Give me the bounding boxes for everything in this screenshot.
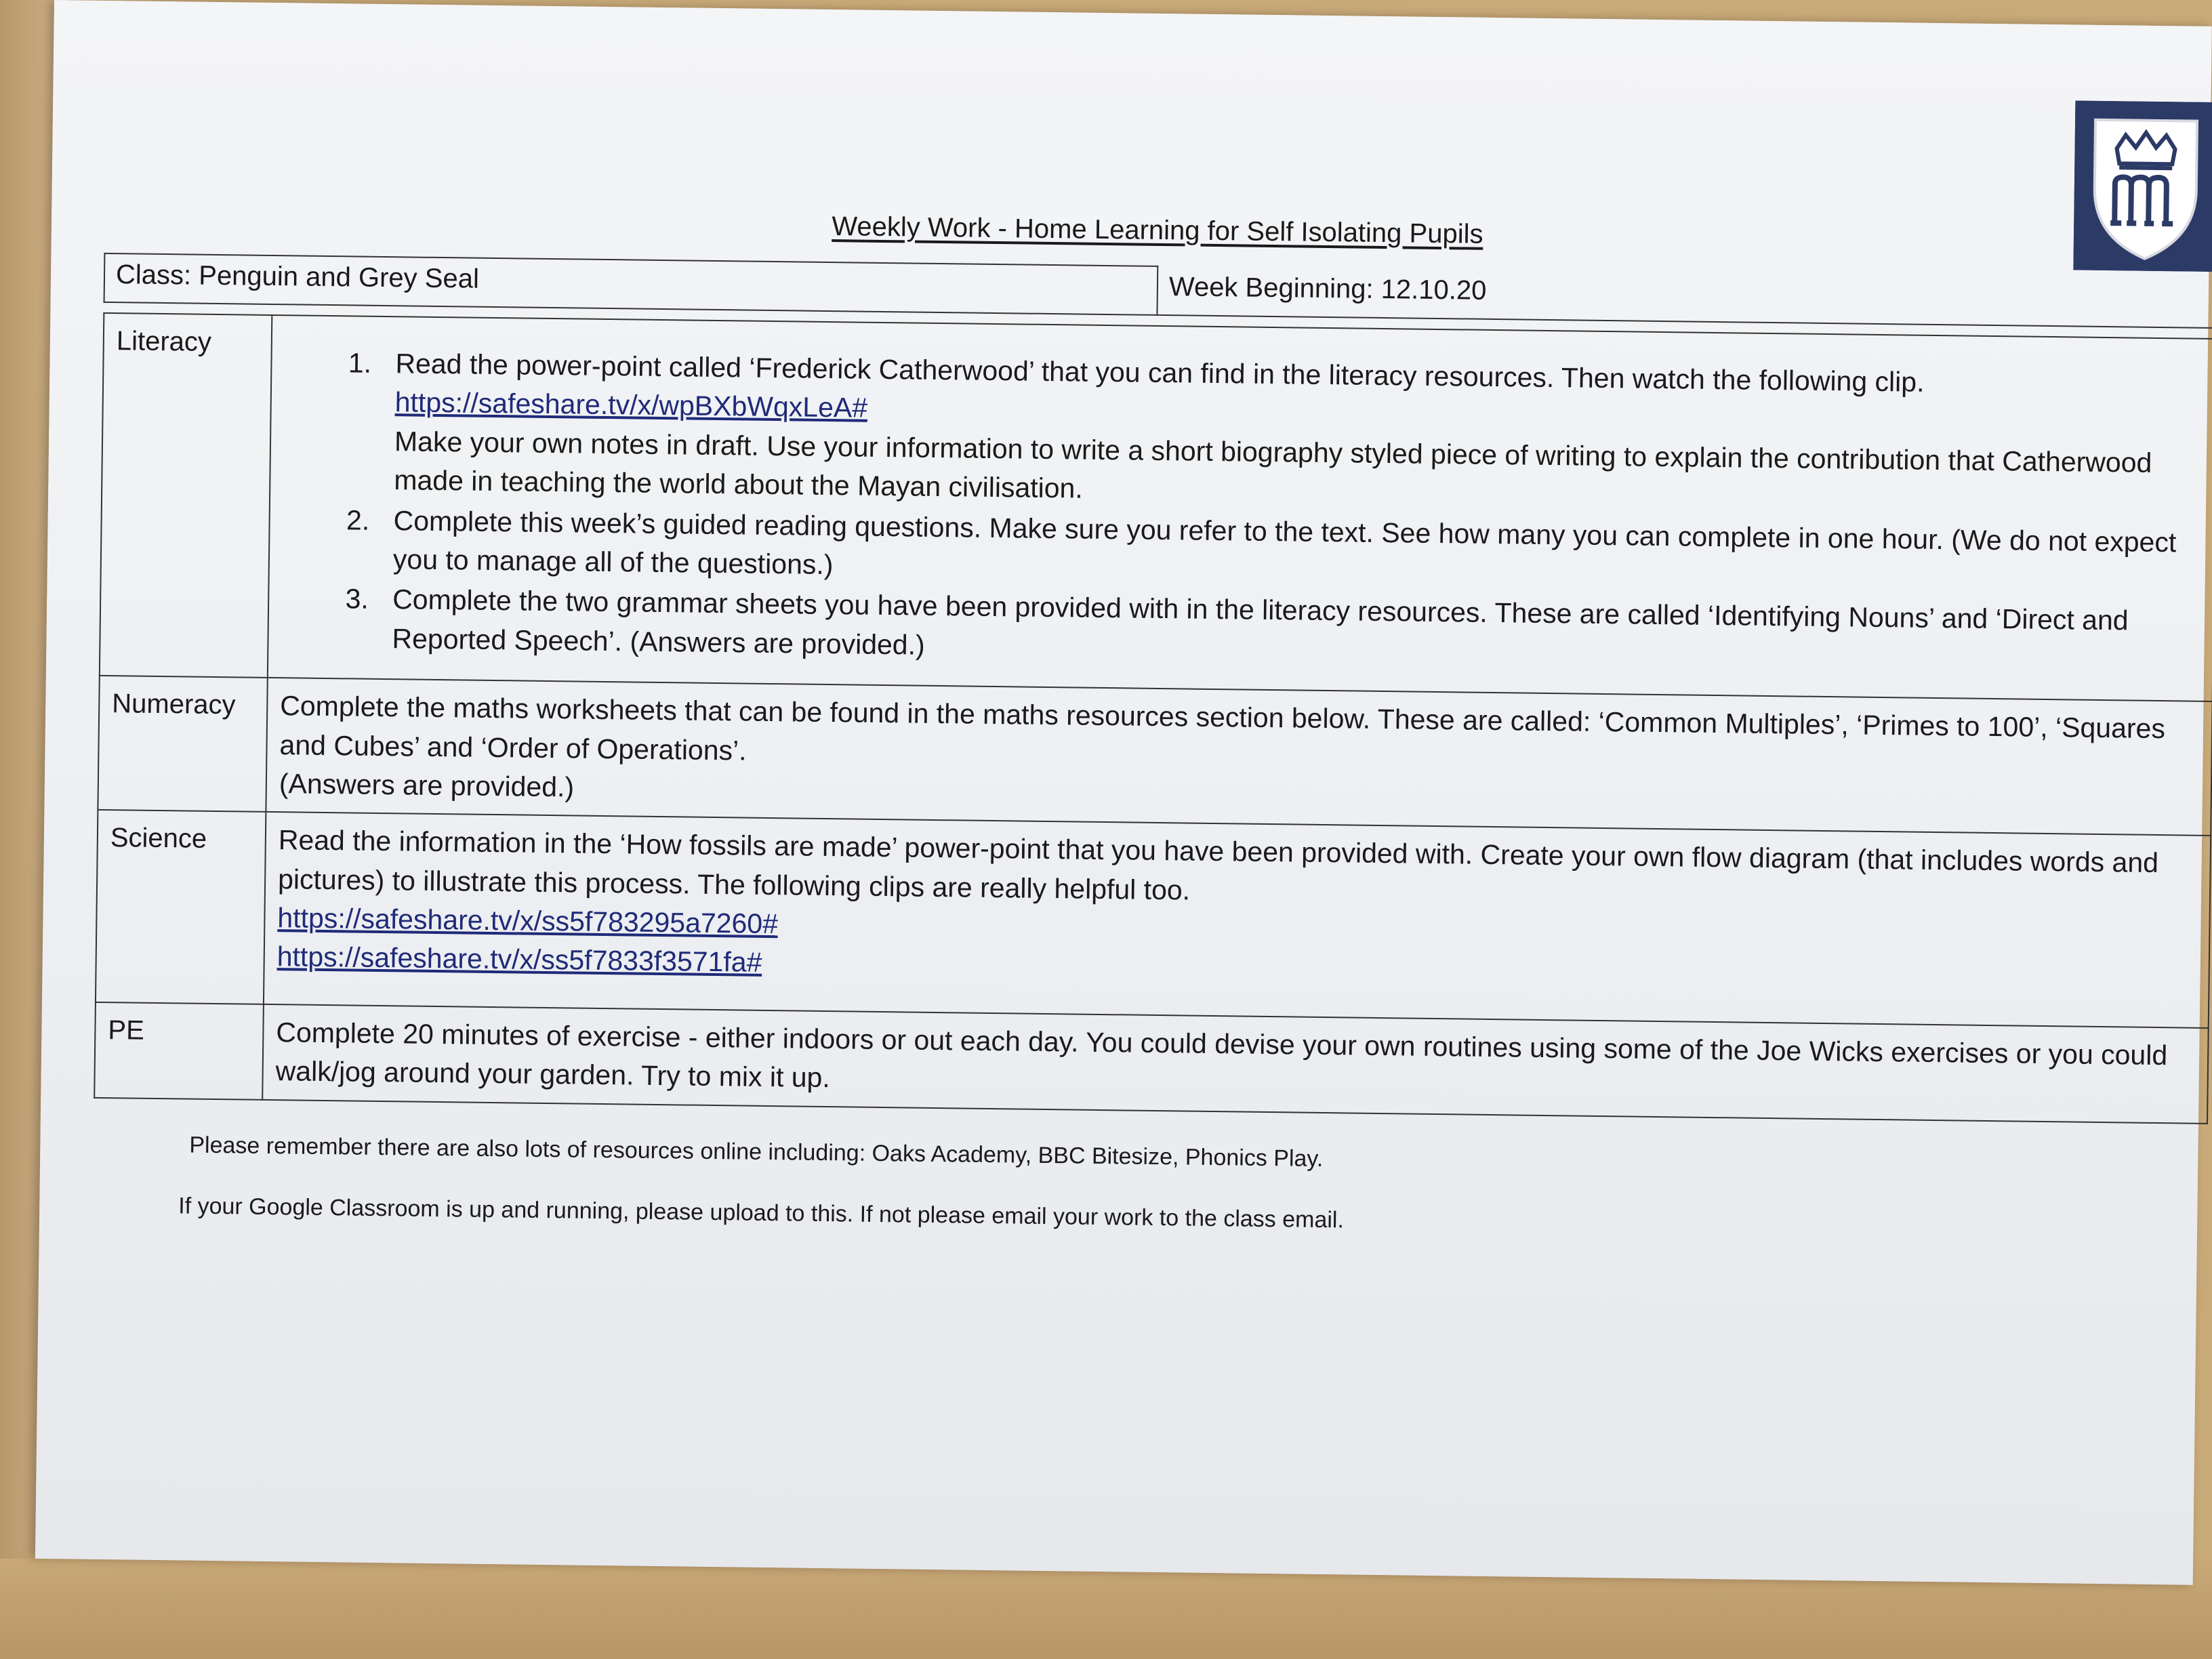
worksheet-paper <box>35 0 2212 1585</box>
literacy-task-3: 3. Complete the two grammar sheets you have been provided with in the literacy resources. These are called ‘Identifying Nouns’ and ‘Direct and Reported Speech’. (Answers are provided.) <box>375 580 2200 680</box>
document-title: Weekly Work - Home Learning for Self Isolating Pupils <box>832 211 1483 249</box>
literacy-tasks <box>268 315 2212 701</box>
literacy-task-1 <box>377 344 2204 522</box>
science-video-link-1[interactable]: https://safeshare.tv/x/ss5f783295a7260# <box>277 902 779 940</box>
numeracy-answers-note: (Answers are provided.) <box>279 768 575 803</box>
weekly-work-table <box>94 312 2212 1124</box>
class-label: Class: Penguin and Grey Seal <box>104 253 1158 315</box>
science-tasks <box>264 812 2211 1028</box>
resources-note: Please remember there are also lots of resources online including: Oaks Academy, BBC Bitesize, Phonics Play. <box>189 1132 1324 1172</box>
science-text: Read the information in the ‘How fossils are made’ power-point that you have been provided with. Create your own flow diagram (that includes words and pictures) to illustrate this process. The following clips are really helpful too. <box>277 824 2159 906</box>
literacy-task-list <box>281 343 2203 680</box>
numeracy-tasks <box>266 678 2212 836</box>
literacy-row <box>100 313 2212 701</box>
literacy-subject: Literacy <box>100 313 272 678</box>
literacy-video-link[interactable]: https://safeshare.tv/x/wpBXbWqxLeA# <box>394 386 868 424</box>
upload-note: If your Google Classroom is up and running, please upload to this. If not please email your work to the class email. <box>178 1193 1345 1233</box>
science-video-link-2[interactable]: https://safeshare.tv/x/ss5f7833f3571fa# <box>276 941 762 979</box>
literacy-task-2: 2. Complete this week’s guided reading questions. Make sure you refer to the text. See how many you can complete in one hour. (We do not expect you to manage all of the questions.) <box>377 501 2202 601</box>
science-subject: Science <box>96 810 266 1004</box>
week-label: Week Beginning: 12.10.20 <box>1157 266 2212 328</box>
numeracy-row <box>98 676 2212 836</box>
numeracy-text: Complete the maths worksheets that can be found in the maths resources section below. These are called: ‘Common Multiples’, ‘Primes to 100’, ‘Squares and Cubes’ and ‘Order of Operations’. <box>279 690 2166 766</box>
literacy-task-1-notes: Make your own notes in draft. Use your information to write a short biography styled piece of writing to explain the contribution that Catherwood made in teaching the world about the Mayan civilisation. <box>394 425 2152 504</box>
pe-subject: PE <box>94 1002 264 1100</box>
science-row <box>96 810 2211 1028</box>
numeracy-subject: Numeracy <box>98 676 267 812</box>
literacy-task-1-text: 1. Read the power-point called ‘Frederick Catherwood’ that you can find in the literacy resources. Then watch the following clip. <box>395 348 1925 398</box>
pe-tasks: Complete 20 minutes of exercise - either indoors or out each day. You could devise your own routines using some of the Joe Wicks exercises or you could walk/jog around your garden. Try to mix it up. <box>262 1004 2209 1124</box>
